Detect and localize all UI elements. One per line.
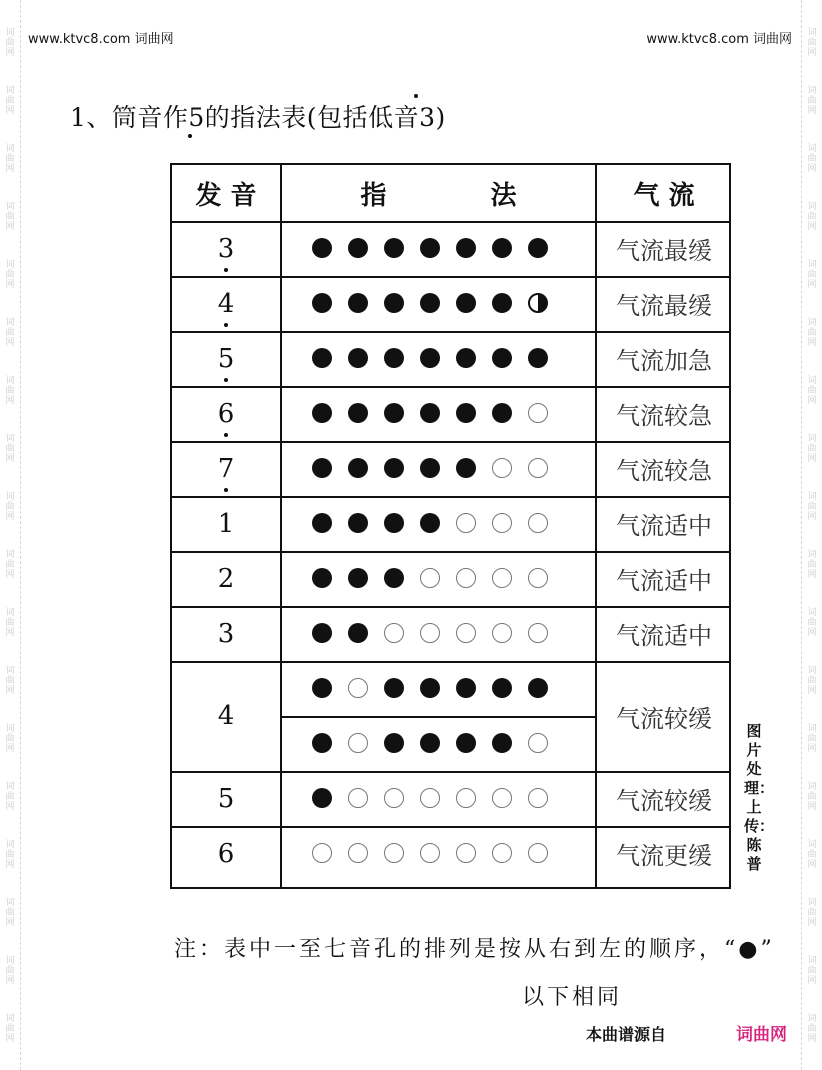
watermark-group [807, 318, 816, 348]
closed-hole-icon [384, 733, 404, 753]
open-hole-icon [492, 843, 512, 863]
closed-hole-icon [420, 513, 440, 533]
footnote-line-2: 以下相同 [522, 985, 623, 1010]
watermark-char: 曲 [5, 618, 15, 628]
airflow-cell: 气流较缓 [616, 704, 712, 733]
note-cell [172, 606, 280, 661]
airflow-cell: 气流较急 [616, 402, 712, 430]
airflow-cell: 气流最缓 [616, 237, 712, 265]
watermark-char: 网 [807, 918, 817, 928]
open-hole-icon [492, 623, 512, 643]
open-hole-icon [528, 403, 548, 423]
watermark-char: 网 [807, 396, 817, 406]
watermark-group [5, 492, 14, 522]
watermark-group [807, 202, 816, 232]
watermark-group [5, 898, 14, 928]
watermark-char: 网 [5, 164, 15, 174]
watermark-group [5, 202, 14, 232]
watermark-char: 曲 [807, 502, 817, 512]
closed-hole-icon [384, 568, 404, 588]
note-value: 5 [218, 344, 235, 374]
finger-holes [312, 293, 564, 313]
watermark-group [807, 898, 816, 928]
watermark-char: 网 [5, 628, 15, 638]
watermark-group [5, 376, 14, 406]
watermark-group [5, 782, 14, 812]
finger-holes [312, 458, 564, 478]
watermark-char: 词 [807, 318, 817, 328]
watermark-char: 网 [807, 106, 817, 116]
watermark-group [5, 86, 14, 116]
finger-holes [312, 513, 564, 533]
watermark-char: 曲 [5, 270, 15, 280]
closed-hole-icon [348, 458, 368, 478]
watermark-char: 网 [807, 512, 817, 522]
watermark-char: 网 [5, 744, 15, 754]
open-hole-icon [384, 623, 404, 643]
watermark-char: 网 [5, 454, 15, 464]
watermark-char: 曲 [5, 96, 15, 106]
watermark-char: 网 [5, 106, 15, 116]
watermark-char: 词 [807, 492, 817, 502]
note-cell [172, 496, 280, 551]
open-hole-icon [456, 788, 476, 808]
finger-holes [312, 623, 564, 643]
row-divider [280, 716, 597, 718]
right-watermark-strip [801, 0, 822, 1070]
note-cell [172, 221, 280, 276]
closed-hole-icon [384, 678, 404, 698]
note-value: 1 [217, 508, 235, 539]
watermark-group [807, 782, 816, 812]
open-hole-icon [420, 843, 440, 863]
watermark-char: 词 [5, 782, 15, 792]
watermark-char: 网 [5, 338, 15, 348]
watermark-char: 网 [807, 860, 817, 870]
watermark-char: 曲 [5, 386, 15, 396]
finger-holes [312, 403, 564, 423]
open-hole-icon [528, 623, 548, 643]
closed-hole-icon [312, 733, 332, 753]
closed-hole-icon [492, 678, 512, 698]
watermark-char: 曲 [807, 212, 817, 222]
watermark-char: 网 [807, 454, 817, 464]
watermark-char: 网 [5, 1034, 15, 1044]
airflow-cell: 气流适中 [616, 567, 712, 595]
watermark-group [807, 492, 816, 522]
watermark-group [5, 840, 14, 870]
open-hole-icon [420, 788, 440, 808]
watermark-char: 词 [5, 550, 15, 560]
finger-holes [312, 843, 564, 863]
watermark-group [5, 1014, 14, 1044]
low-octave-dot [224, 323, 228, 327]
open-hole-icon [528, 568, 548, 588]
closed-hole-icon [384, 293, 404, 313]
closed-hole-icon [420, 678, 440, 698]
open-hole-icon [492, 568, 512, 588]
watermark-char: 网 [807, 164, 817, 174]
open-hole-icon [492, 788, 512, 808]
closed-hole-icon [420, 458, 440, 478]
watermark-group [5, 260, 14, 290]
watermark-char: 曲 [807, 966, 817, 976]
note-cell [172, 276, 280, 331]
watermark-char: 网 [5, 512, 15, 522]
watermark-char: 曲 [5, 792, 15, 802]
watermark-char: 词 [807, 782, 817, 792]
note-cell [172, 386, 280, 441]
note-cell [172, 331, 280, 386]
watermark-char: 词 [807, 260, 817, 270]
watermark-char: 网 [5, 280, 15, 290]
note-value: 2 [217, 563, 235, 594]
finger-holes [312, 733, 564, 753]
open-hole-icon [420, 623, 440, 643]
closed-hole-icon [348, 403, 368, 423]
footer-site-link[interactable]: 词曲网 [736, 1025, 787, 1045]
watermark-char: 曲 [807, 618, 817, 628]
watermark-group [807, 376, 816, 406]
finger-holes [312, 788, 564, 808]
watermark-group [807, 28, 816, 58]
watermark-char: 曲 [807, 676, 817, 686]
closed-hole-icon [312, 238, 332, 258]
watermark-char: 网 [807, 222, 817, 232]
watermark-group [5, 144, 14, 174]
watermark-char: 词 [5, 144, 15, 154]
watermark-char: 曲 [5, 734, 15, 744]
closed-hole-icon [312, 513, 332, 533]
footnote-line-1: 注：表中一至七音孔的排列是按从右到左的顺序，“●” [174, 937, 775, 962]
note-cell [172, 826, 280, 881]
finger-holes [312, 238, 564, 258]
open-hole-icon [528, 733, 548, 753]
open-hole-icon [528, 788, 548, 808]
watermark-char: 曲 [807, 270, 817, 280]
closed-hole-icon [312, 458, 332, 478]
closed-hole-icon [492, 403, 512, 423]
watermark-group [807, 608, 816, 638]
watermark-char: 曲 [5, 850, 15, 860]
note-cell [172, 661, 280, 771]
open-hole-icon [456, 843, 476, 863]
watermark-char: 词 [5, 202, 15, 212]
closed-hole-icon [348, 568, 368, 588]
watermark-char: 词 [5, 28, 15, 38]
left-watermark-strip [0, 0, 21, 1070]
watermark-char: 曲 [5, 328, 15, 338]
watermark-char: 词 [5, 492, 15, 502]
low-octave-dot [188, 134, 192, 138]
watermark-char: 曲 [5, 676, 15, 686]
closed-hole-icon [528, 678, 548, 698]
airflow-cell: 气流更缓 [616, 842, 712, 870]
note-value: 7 [218, 454, 235, 484]
column-divider [280, 165, 282, 887]
closed-hole-icon [492, 293, 512, 313]
closed-hole-icon [528, 238, 548, 258]
watermark-char: 网 [807, 744, 817, 754]
fingering-table [170, 163, 731, 889]
watermark-char: 词 [807, 666, 817, 676]
half-hole-icon [528, 293, 548, 313]
closed-hole-icon [312, 623, 332, 643]
watermark-char: 曲 [5, 38, 15, 48]
watermark-char: 词 [5, 898, 15, 908]
watermark-char: 网 [807, 570, 817, 580]
watermark-char: 网 [807, 48, 817, 58]
watermark-char: 网 [5, 860, 15, 870]
open-hole-icon [492, 513, 512, 533]
watermark-char: 词 [5, 260, 15, 270]
watermark-group [5, 608, 14, 638]
watermark-char: 词 [807, 144, 817, 154]
footer-source-label: 本曲谱源自 [586, 1025, 667, 1044]
watermark-char: 网 [807, 976, 817, 986]
open-hole-icon [348, 678, 368, 698]
airflow-cell: 气流适中 [616, 622, 712, 650]
closed-hole-icon [528, 348, 548, 368]
watermark-char: 曲 [807, 734, 817, 744]
watermark-char: 词 [807, 28, 817, 38]
low-octave-dot [224, 268, 228, 272]
closed-hole-icon [456, 293, 476, 313]
watermark-char: 词 [5, 956, 15, 966]
closed-hole-icon [420, 348, 440, 368]
site-url-right[interactable]: www.ktvc8.com 词曲网 [646, 32, 792, 47]
watermark-group [807, 666, 816, 696]
closed-hole-icon [420, 293, 440, 313]
closed-hole-icon [492, 238, 512, 258]
note-value: 4 [217, 701, 235, 731]
watermark-group [807, 1014, 816, 1044]
closed-hole-icon [420, 238, 440, 258]
watermark-group [807, 956, 816, 986]
closed-hole-icon [456, 403, 476, 423]
watermark-group [807, 840, 816, 870]
watermark-char: 曲 [807, 154, 817, 164]
watermark-char: 网 [5, 570, 15, 580]
closed-hole-icon [348, 293, 368, 313]
open-hole-icon [312, 843, 332, 863]
note-value: 4 [218, 289, 235, 319]
watermark-char: 词 [5, 434, 15, 444]
watermark-char: 词 [807, 376, 817, 386]
site-url-left[interactable]: www.ktvc8.com 词曲网 [28, 32, 174, 47]
watermark-group [807, 724, 816, 754]
watermark-char: 词 [807, 434, 817, 444]
watermark-group [5, 724, 14, 754]
airflow-cell: 气流加急 [616, 347, 712, 375]
watermark-char: 词 [5, 666, 15, 676]
open-hole-icon [528, 513, 548, 533]
closed-hole-icon [312, 403, 332, 423]
image-credit: 图片处理：上传：陈普 [744, 722, 775, 873]
watermark-char: 词 [807, 840, 817, 850]
watermark-char: 网 [5, 222, 15, 232]
airflow-cell: 气流较缓 [616, 787, 712, 815]
closed-hole-icon [420, 733, 440, 753]
closed-hole-icon [456, 458, 476, 478]
note-cell [172, 551, 280, 606]
open-hole-icon [528, 843, 548, 863]
watermark-char: 网 [5, 686, 15, 696]
watermark-char: 曲 [5, 560, 15, 570]
watermark-char: 曲 [807, 560, 817, 570]
note-value: 3 [217, 618, 235, 649]
watermark-char: 网 [807, 802, 817, 812]
watermark-char: 曲 [5, 212, 15, 222]
watermark-group [5, 956, 14, 986]
watermark-char: 词 [5, 840, 15, 850]
closed-hole-icon [348, 513, 368, 533]
watermark-char: 网 [807, 1034, 817, 1044]
watermark-group [807, 144, 816, 174]
watermark-char: 曲 [807, 444, 817, 454]
open-hole-icon [456, 513, 476, 533]
open-hole-icon [348, 843, 368, 863]
airflow-cell: 气流较急 [616, 457, 712, 485]
open-hole-icon [348, 733, 368, 753]
closed-hole-icon [348, 623, 368, 643]
watermark-char: 词 [5, 318, 15, 328]
watermark-char: 网 [807, 280, 817, 290]
finger-holes [312, 568, 564, 588]
airflow-cell: 气流适中 [616, 512, 712, 540]
note-value: 3 [218, 234, 235, 264]
open-hole-icon [456, 623, 476, 643]
watermark-group [807, 260, 816, 290]
closed-hole-icon [384, 238, 404, 258]
watermark-char: 词 [807, 202, 817, 212]
watermark-char: 词 [807, 608, 817, 618]
open-hole-icon [384, 788, 404, 808]
watermark-char: 网 [5, 396, 15, 406]
closed-hole-icon [384, 513, 404, 533]
watermark-char: 网 [5, 802, 15, 812]
open-hole-icon [492, 458, 512, 478]
watermark-char: 网 [5, 48, 15, 58]
watermark-char: 曲 [5, 502, 15, 512]
watermark-char: 网 [807, 686, 817, 696]
watermark-char: 词 [807, 86, 817, 96]
watermark-char: 曲 [5, 444, 15, 454]
closed-hole-icon [348, 238, 368, 258]
watermark-char: 词 [5, 724, 15, 734]
watermark-group [5, 434, 14, 464]
watermark-char: 曲 [807, 38, 817, 48]
title-text: 1、筒音作5的指法表(包括低音3) [70, 103, 446, 132]
closed-hole-icon [384, 403, 404, 423]
closed-hole-icon [312, 293, 332, 313]
high-octave-dot [414, 94, 418, 98]
watermark-char: 曲 [807, 96, 817, 106]
watermark-char: 曲 [807, 386, 817, 396]
watermark-group [5, 28, 14, 58]
closed-hole-icon [492, 348, 512, 368]
watermark-char: 网 [5, 976, 15, 986]
note-cell [172, 771, 280, 826]
closed-hole-icon [312, 788, 332, 808]
header-note: 发 音 [195, 180, 257, 211]
closed-hole-icon [384, 458, 404, 478]
page-title [70, 98, 446, 134]
watermark-char: 曲 [5, 1024, 15, 1034]
closed-hole-icon [456, 348, 476, 368]
header-airflow: 气 流 [633, 180, 695, 211]
watermark-char: 曲 [807, 792, 817, 802]
watermark-char: 曲 [5, 908, 15, 918]
watermark-char: 词 [5, 1014, 15, 1024]
closed-hole-icon [384, 348, 404, 368]
watermark-char: 曲 [807, 908, 817, 918]
open-hole-icon [456, 568, 476, 588]
closed-hole-icon [456, 238, 476, 258]
watermark-group [807, 434, 816, 464]
open-hole-icon [420, 568, 440, 588]
low-octave-dot [224, 433, 228, 437]
watermark-group [807, 550, 816, 580]
closed-hole-icon [492, 733, 512, 753]
note-value: 6 [217, 838, 235, 869]
low-octave-dot [224, 488, 228, 492]
closed-hole-icon [420, 403, 440, 423]
watermark-group [5, 318, 14, 348]
watermark-char: 曲 [807, 328, 817, 338]
watermark-char: 词 [807, 1014, 817, 1024]
watermark-char: 曲 [807, 850, 817, 860]
open-hole-icon [528, 458, 548, 478]
watermark-char: 词 [807, 956, 817, 966]
watermark-char: 网 [807, 338, 817, 348]
closed-hole-icon [456, 678, 476, 698]
watermark-group [5, 666, 14, 696]
airflow-cell: 气流最缓 [616, 292, 712, 320]
watermark-group [5, 550, 14, 580]
watermark-char: 曲 [807, 1024, 817, 1034]
closed-hole-icon [312, 568, 332, 588]
closed-hole-icon [312, 348, 332, 368]
watermark-char: 词 [5, 608, 15, 618]
note-value: 6 [218, 399, 235, 429]
low-octave-dot [224, 378, 228, 382]
closed-hole-icon [456, 733, 476, 753]
closed-hole-icon [312, 678, 332, 698]
watermark-char: 网 [5, 918, 15, 928]
watermark-char: 网 [807, 628, 817, 638]
open-hole-icon [348, 788, 368, 808]
watermark-char: 词 [807, 724, 817, 734]
watermark-char: 词 [807, 898, 817, 908]
closed-hole-icon [348, 348, 368, 368]
note-value: 5 [217, 783, 235, 814]
header-fingering: 指 法 [360, 180, 517, 211]
note-cell [172, 441, 280, 496]
watermark-char: 词 [5, 376, 15, 386]
watermark-char: 词 [5, 86, 15, 96]
watermark-char: 词 [807, 550, 817, 560]
watermark-group [807, 86, 816, 116]
watermark-char: 曲 [5, 966, 15, 976]
watermark-char: 曲 [5, 154, 15, 164]
finger-holes [312, 678, 564, 698]
open-hole-icon [384, 843, 404, 863]
finger-holes [312, 348, 564, 368]
